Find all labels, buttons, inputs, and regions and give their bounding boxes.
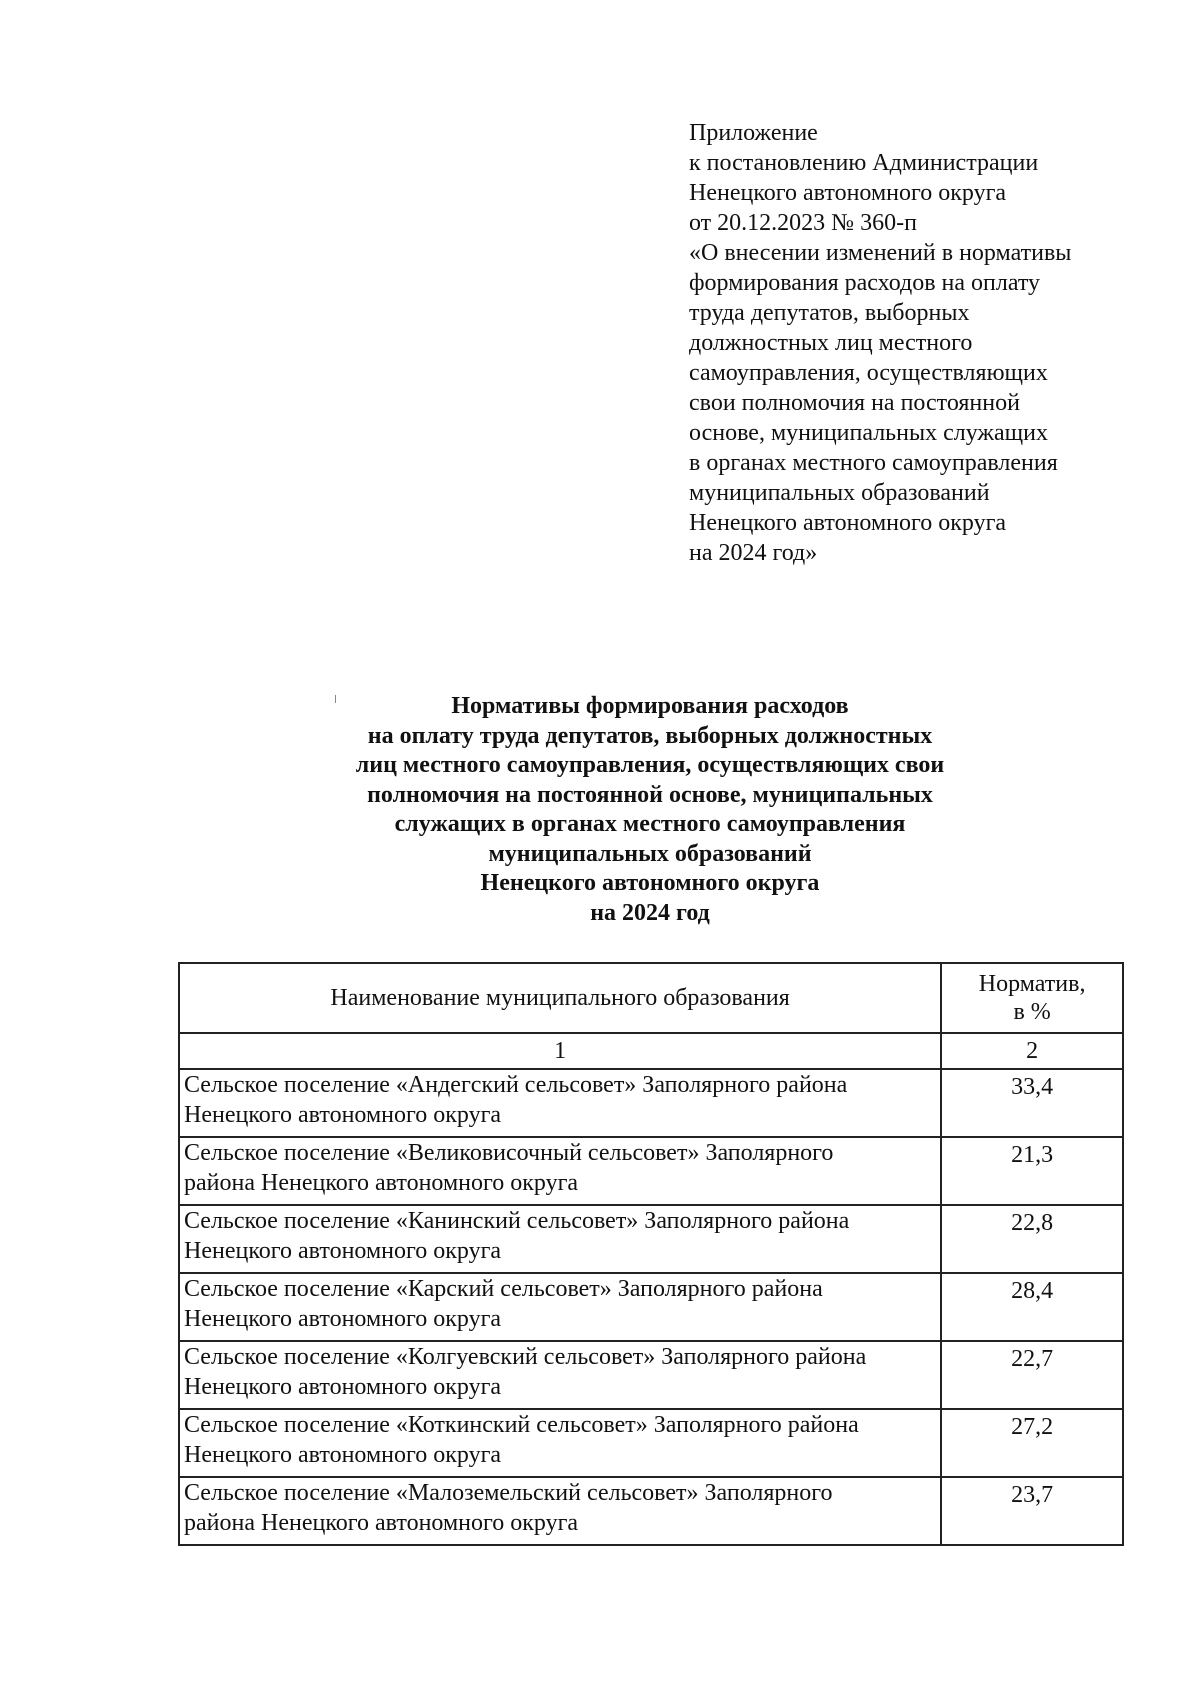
table-row [179,1137,1123,1205]
table-row [179,1273,1123,1341]
appendix-line: труда депутатов, выборных [689,300,970,326]
row-name-line: района Ненецкого автономного округа [184,1510,579,1536]
appendix-line: от 20.12.2023 № 360-п [689,210,917,236]
appendix-line: Приложение [689,120,818,146]
title-line: Ненецкого автономного округа [480,870,820,896]
row-name-line: Ненецкого автономного округа [184,1442,502,1468]
row-name-line: Сельское поселение «Малоземельский сельсовет» Заполярного [184,1480,833,1506]
row-name [179,1273,941,1341]
appendix-line: должностных лиц местного [689,330,973,356]
column-number: 1 [179,1033,941,1069]
title-line: Нормативы формирования расходов [451,693,849,719]
row-name [179,1409,941,1477]
appendix-line: на 2024 год» [689,540,818,566]
row-name-line: Сельское поселение «Великовисочный сельсовет» Заполярного [184,1140,834,1166]
appendix-line: самоуправления, осуществляющих [689,360,1048,386]
row-name-line: Ненецкого автономного округа [184,1238,502,1264]
appendix-line: формирования расходов на оплату [689,270,1041,296]
row-name-line: района Ненецкого автономного округа [184,1170,579,1196]
title-line: служащих в органах местного самоуправления [394,811,906,837]
row-name-line: Сельское поселение «Канинский сельсовет» Заполярного района [184,1208,850,1234]
title-line: лиц местного самоуправления, осуществляющих свои [355,752,945,778]
row-name [179,1477,941,1545]
row-name-line: Ненецкого автономного округа [184,1374,502,1400]
row-name [179,1341,941,1409]
column-number-row [179,1033,1123,1069]
row-name-line: Ненецкого автономного округа [184,1102,502,1128]
table-row [179,1477,1123,1545]
row-name-line: Сельское поселение «Коткинский сельсовет» Заполярного района [184,1412,859,1438]
row-value: 23,7 [941,1477,1123,1545]
appendix-block [689,118,1169,568]
title-line: на 2024 год [590,899,710,926]
row-name [179,1205,941,1273]
row-value: 22,7 [941,1341,1123,1409]
appendix-line: муниципальных образований [689,480,990,506]
row-value: 28,4 [941,1273,1123,1341]
row-name-line: Сельское поселение «Колгуевский сельсовет» Заполярного района [184,1344,867,1370]
appendix-line: Ненецкого автономного округа [689,510,1007,536]
row-name-line: Ненецкого автономного округа [184,1306,502,1332]
row-name-line: Сельское поселение «Андегский сельсовет» Заполярного района [184,1072,848,1098]
appendix-line: Ненецкого автономного округа [689,180,1007,206]
document-title [200,692,1100,928]
row-value: 27,2 [941,1409,1123,1477]
row-value: 21,3 [941,1137,1123,1205]
row-value: 33,4 [941,1069,1123,1137]
appendix-line: основе, муниципальных служащих [689,420,1048,446]
appendix-line: свои полномочия на постоянной [689,390,1020,416]
header-name: Наименование муниципального образования [179,963,941,1033]
row-name [179,1069,941,1137]
header-value [941,963,1123,1033]
table-row [179,1205,1123,1273]
column-number: 2 [941,1033,1123,1069]
row-name [179,1137,941,1205]
title-line: муниципальных образований [488,840,812,867]
appendix-line: «О внесении изменений в нормативы [689,240,1072,266]
row-name-line: Сельское поселение «Карский сельсовет» Заполярного района [184,1276,823,1302]
row-value: 22,8 [941,1205,1123,1273]
header-value-line: в % [1013,999,1051,1025]
header-value-line: Норматив, [978,971,1086,997]
table-row [179,1409,1123,1477]
table-row [179,1341,1123,1409]
table-row [179,1069,1123,1137]
title-line: полномочия на постоянной основе, муниципальных [367,781,933,808]
appendix-line: к постановлению Администрации [689,150,1039,176]
appendix-line: в органах местного самоуправления [689,450,1058,476]
table-header-row [179,963,1123,1033]
norms-table [178,962,1124,1546]
title-line: на оплату труда депутатов, выборных должностных [367,722,933,749]
